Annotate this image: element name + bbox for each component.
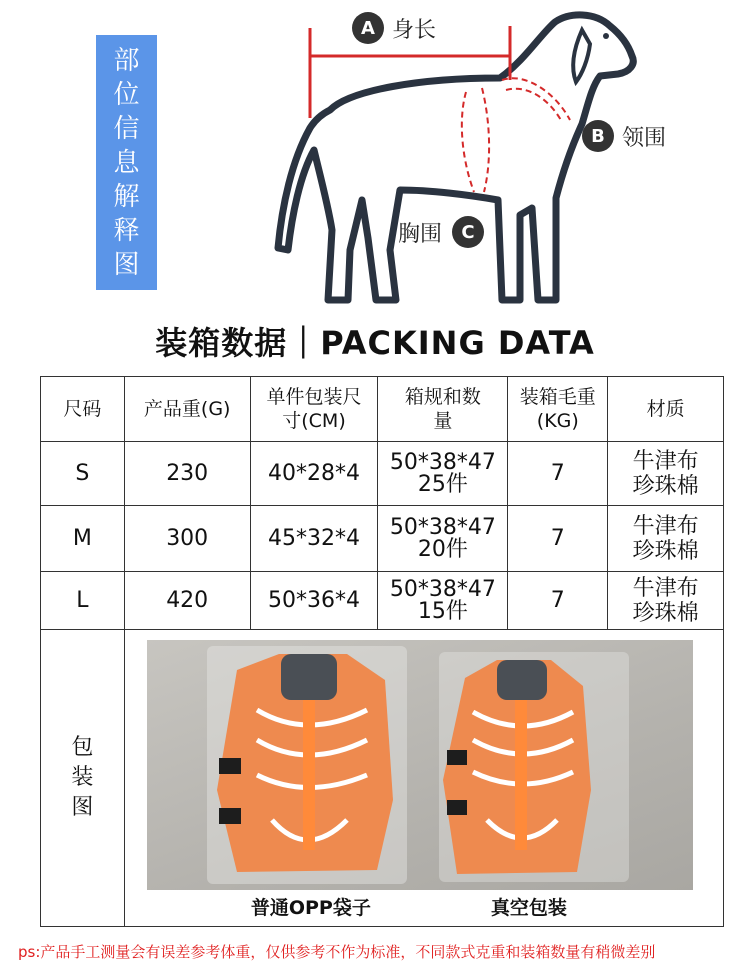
dog-eye: [603, 33, 609, 39]
cell-pack-size: 45*32*4: [250, 506, 378, 572]
sidebar-char: 部: [113, 45, 140, 76]
cell-material: [608, 506, 724, 572]
label-chest-girth: [398, 216, 484, 248]
sidebar-char: 解: [113, 181, 140, 212]
cell-pack-size: 50*36*4: [250, 572, 378, 630]
packaging-label-char: 图: [71, 795, 94, 820]
packing-data-heading: 装箱数据｜PACKING DATA: [155, 324, 595, 362]
vest-buckle: [219, 758, 241, 774]
dog-measurement-diagram: [270, 0, 660, 310]
cell-weight: 300: [124, 506, 250, 572]
sidebar-char: 位: [113, 79, 140, 110]
caption-vacuum-pack: 真空包装: [490, 897, 567, 919]
cell-size: L: [41, 572, 125, 630]
cell-gross-weight: 7: [508, 442, 608, 506]
material-line: 珍珠棉: [632, 600, 699, 626]
cell-pack-size: 40*28*4: [250, 442, 378, 506]
vest-handle-panel: [281, 654, 337, 700]
header-material: 材质: [608, 377, 724, 442]
cell-box-spec: [378, 506, 508, 572]
cell-material: [608, 572, 724, 630]
vest-buckle: [447, 750, 467, 765]
vest-handle-panel: [497, 660, 547, 700]
material-line: 牛津布: [632, 448, 699, 474]
table-row: [41, 572, 724, 630]
cell-weight: 420: [124, 572, 250, 630]
cell-size: M: [41, 506, 125, 572]
header-size: 尺码: [41, 377, 125, 442]
badge-c: C: [452, 216, 484, 248]
header-pack-size: 单件包装尺寸(CM): [250, 377, 378, 442]
box-quantity: 20件: [417, 536, 468, 562]
sidebar-char: 释: [113, 215, 140, 246]
label-body-length-text: 身长: [392, 17, 437, 43]
box-quantity: 25件: [417, 471, 468, 497]
caption-opp-bag: 普通OPP袋子: [250, 897, 371, 919]
packaging-photo-cell: [124, 630, 723, 927]
packaging-row: [41, 630, 724, 927]
vest-left: [217, 654, 393, 872]
vest-strap: [303, 700, 315, 850]
material-line: 牛津布: [632, 575, 699, 601]
packaging-photo: [147, 640, 693, 890]
packaging-label: [41, 630, 125, 927]
vest-strap: [515, 700, 527, 850]
cell-gross-weight: 7: [508, 572, 608, 630]
label-chest-girth-text: 胸围: [398, 221, 443, 247]
table-row: [41, 442, 724, 506]
material-line: 珍珠棉: [632, 473, 699, 499]
vest-buckle: [219, 808, 241, 824]
vest-buckle: [447, 800, 467, 815]
table-header-row: [41, 377, 724, 442]
sidebar-char: 图: [113, 249, 140, 280]
table-row: [41, 506, 724, 572]
box-quantity: 15件: [417, 598, 468, 624]
packaged-vests-illustration: [147, 640, 693, 890]
box-dimensions: 50*38*47: [389, 576, 496, 602]
packaging-label-char: 包: [71, 735, 94, 760]
header-box-spec: 箱规和数量: [378, 377, 508, 442]
label-body-length: [352, 12, 436, 44]
material-line: 珍珠棉: [632, 538, 699, 564]
packing-data-table: [40, 376, 724, 927]
box-dimensions: 50*38*47: [389, 514, 496, 540]
sidebar-char: 信: [113, 113, 140, 144]
sidebar-char: 息: [113, 147, 140, 178]
cell-weight: 230: [124, 442, 250, 506]
sidebar-label: [96, 35, 157, 290]
badge-b: B: [582, 120, 614, 152]
cell-material: [608, 442, 724, 506]
header-gross-weight: 装箱毛重(KG): [508, 377, 608, 442]
label-neck-girth-text: 领围: [622, 125, 667, 151]
material-line: 牛津布: [632, 513, 699, 539]
cell-gross-weight: 7: [508, 506, 608, 572]
header-weight: 产品重(G): [124, 377, 250, 442]
cell-box-spec: [378, 442, 508, 506]
cell-box-spec: [378, 572, 508, 630]
vest-right: [443, 660, 591, 874]
cell-size: S: [41, 442, 125, 506]
packaging-label-char: 装: [71, 765, 94, 790]
footnote-disclaimer: ps:产品手工测量会有误差参考体重，仅供参考不作为标准，不同款式克重和装箱数量有稍微差别: [18, 943, 656, 961]
badge-a: A: [352, 12, 384, 44]
box-dimensions: 50*38*47: [389, 449, 496, 475]
label-neck-girth: [582, 120, 666, 152]
